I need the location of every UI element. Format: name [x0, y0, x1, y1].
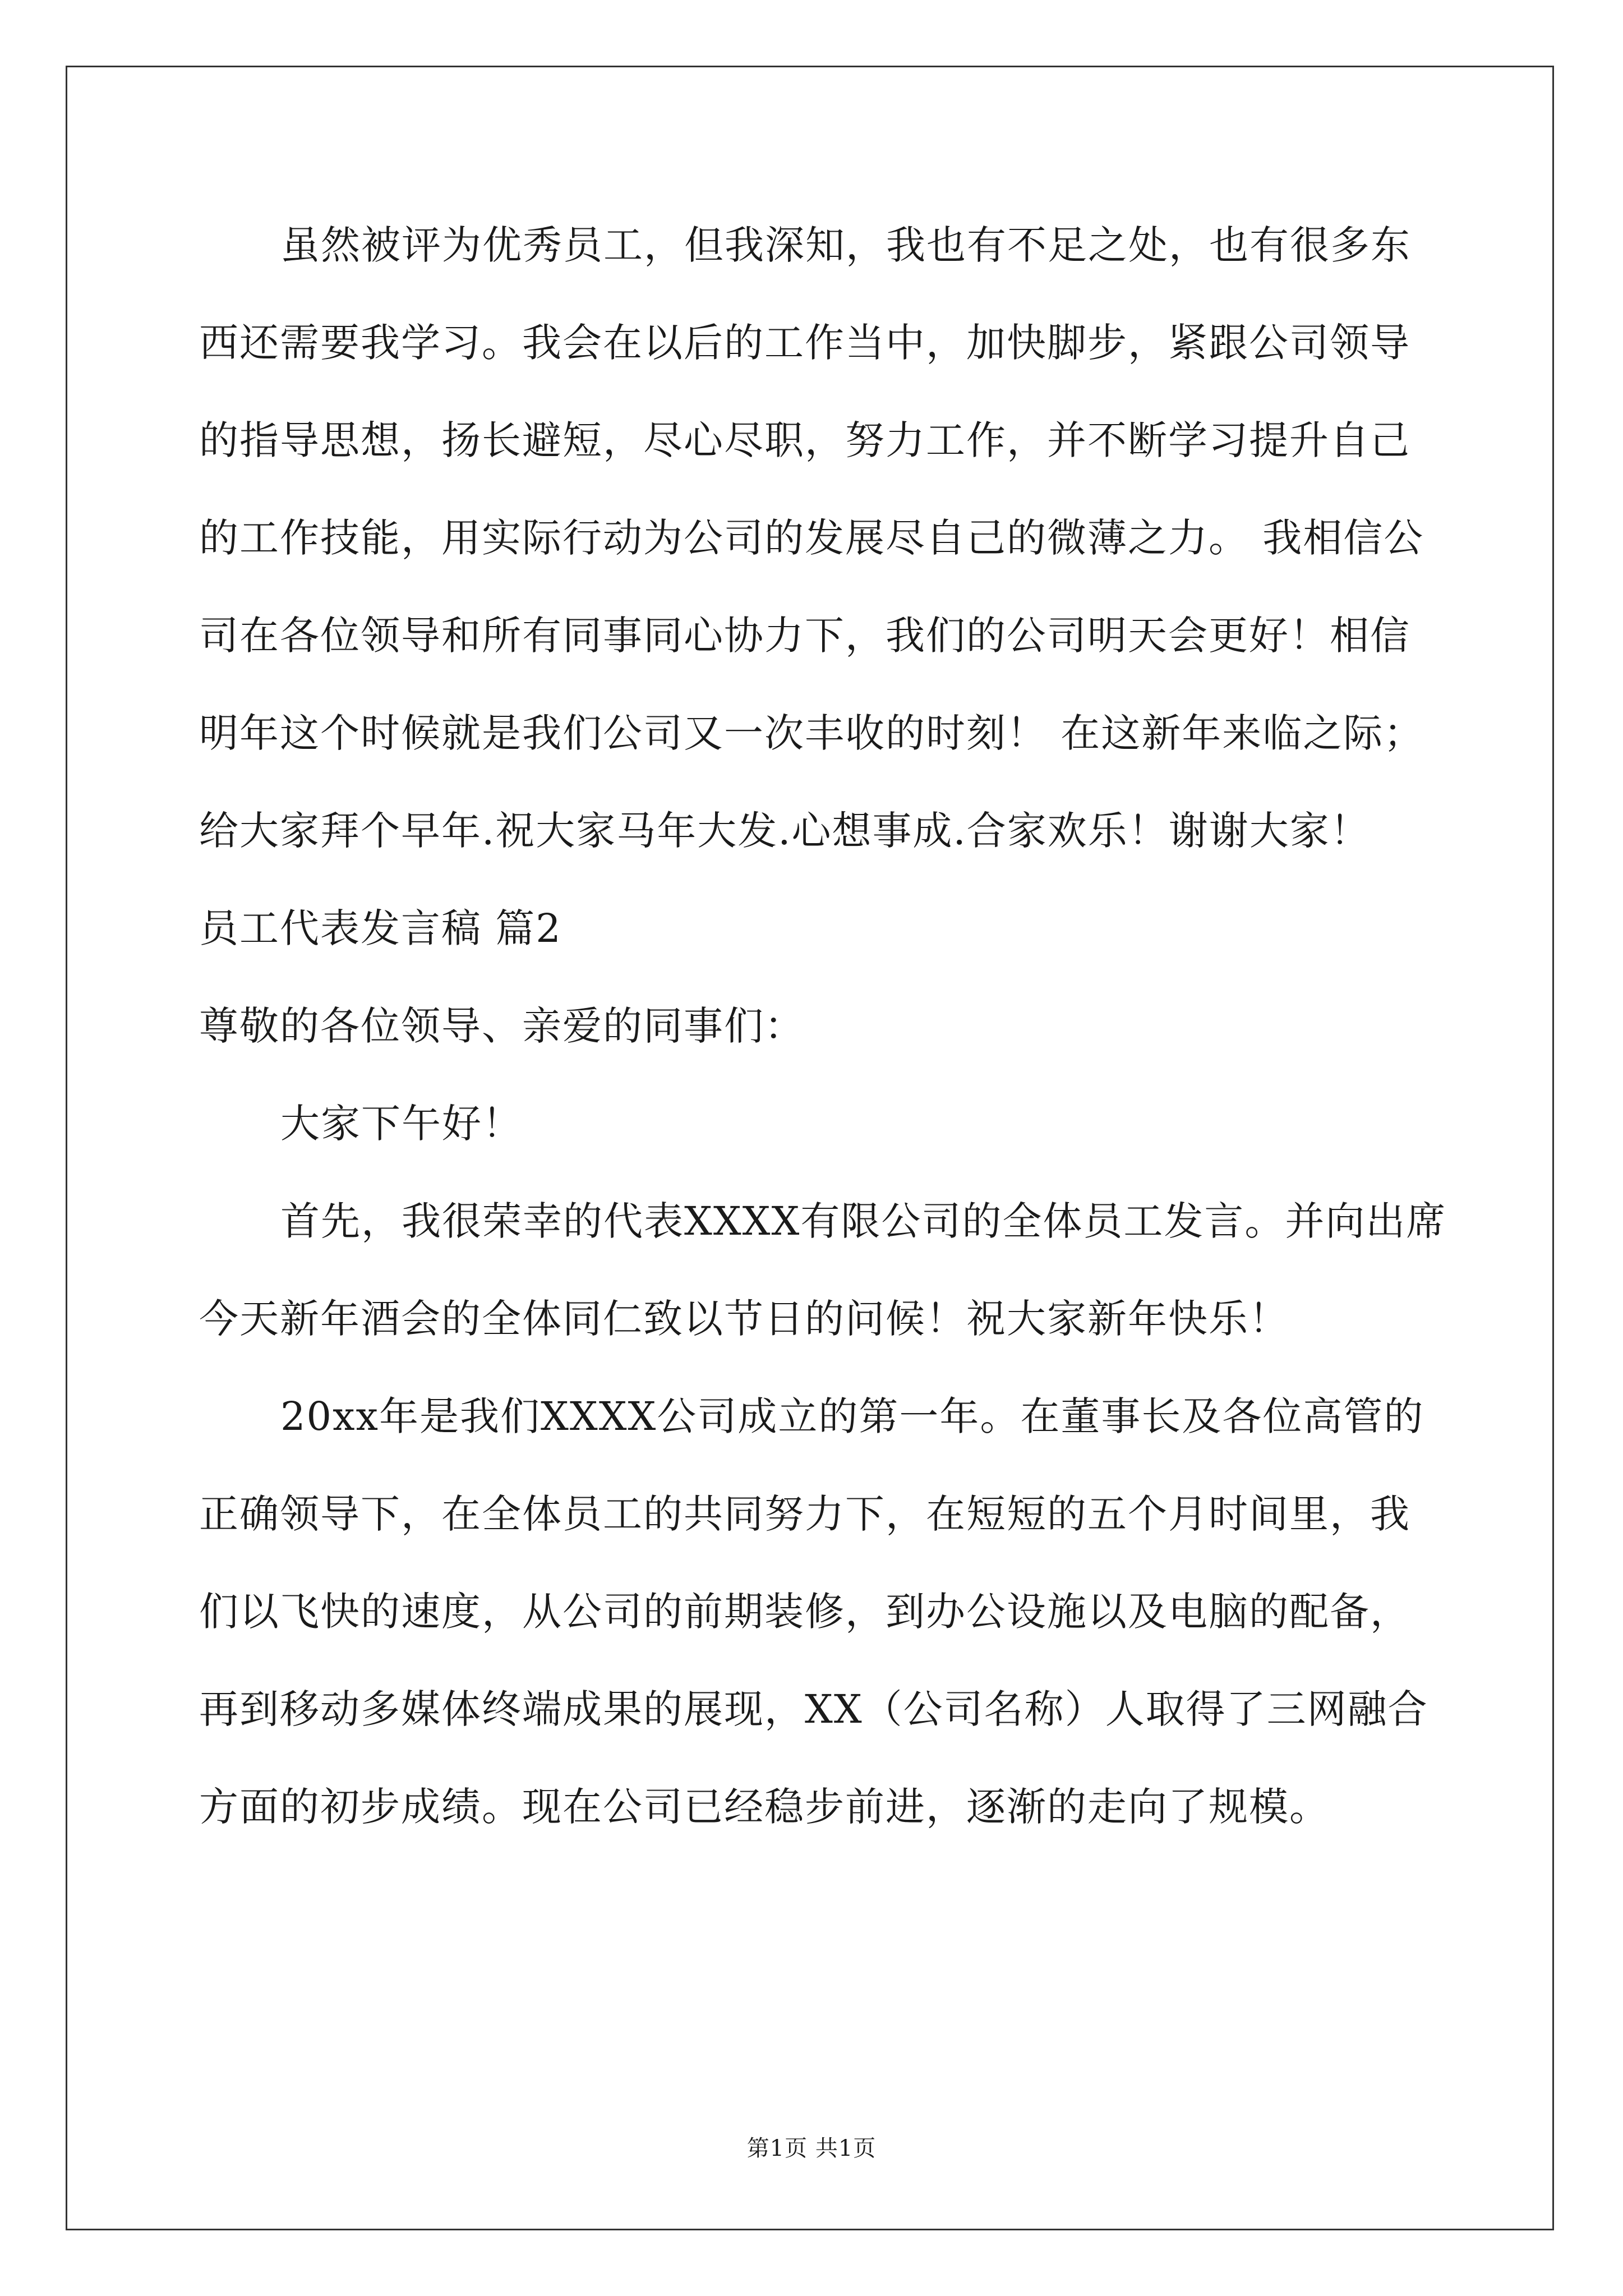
text-line: 西还需要我学习。我会在以后的工作当中，加快脚步，紧跟公司领导: [199, 320, 1410, 366]
page-footer: 第1页 共1页: [746, 2136, 877, 2161]
text-line: 司在各位领导和所有同事同心协力下，我们的公司明天会更好！相信: [199, 613, 1410, 659]
text-line: 今天新年酒会的全体同仁致以节日的问候！祝大家新年快乐！: [199, 1296, 1289, 1342]
text-line: 首先，我很荣幸的代表XXXX有限公司的全体员工发言。并向出席: [280, 1198, 1447, 1244]
document-body: [199, 196, 1447, 1856]
text-line: 正确领导下，在全体员工的共同努力下，在短短的五个月时间里，我: [199, 1491, 1410, 1537]
greeting: 大家下午好！: [280, 1101, 523, 1147]
text-line: 方面的初步成绩。现在公司已经稳步前进，逐渐的走向了规模。: [199, 1784, 1330, 1830]
text-line: 的工作技能，用实际行动为公司的发展尽自己的微薄之力。 我相信公: [199, 515, 1424, 561]
section-heading: 员工代表发言稿 篇2: [199, 905, 562, 951]
text-line: 20xx年是我们XXXX公司成立的第一年。在董事长及各位高管的: [280, 1393, 1424, 1439]
text-line: 再到移动多媒体终端成果的展现，XX（公司名称）人取得了三网融合: [199, 1686, 1428, 1732]
text-line: 们以飞快的速度，从公司的前期装修，到办公设施以及电脑的配备，: [199, 1589, 1410, 1635]
text-line: 虽然被评为优秀员工，但我深知，我也有不足之处，也有很多东: [280, 222, 1411, 268]
text-line: 明年这个时候就是我们公司又一次丰收的时刻！ 在这新年来临之际；: [199, 710, 1424, 756]
text-line: 的指导思想，扬长避短，尽心尽职，努力工作，并不断学习提升自己: [199, 417, 1410, 463]
salutation: 尊敬的各位领导、亲爱的同事们：: [199, 1003, 805, 1049]
text-line: 给大家拜个早年.祝大家马年大发.心想事成.合家欢乐！谢谢大家！: [199, 808, 1371, 854]
